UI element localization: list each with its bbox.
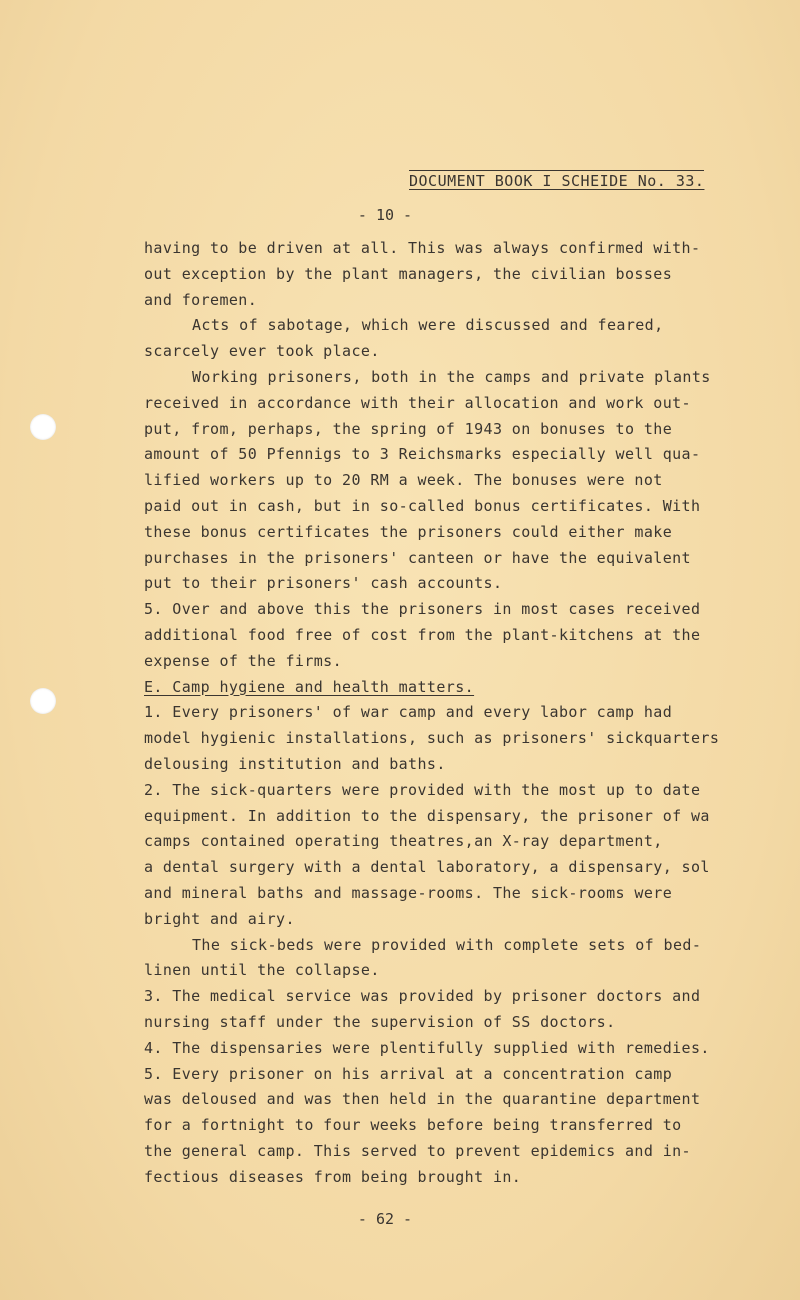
text-line: 4. The dispensaries were plentifully supplied with remedies. <box>144 1038 710 1057</box>
text-line: lified workers up to 20 RM a week. The bonuses were not <box>144 471 663 490</box>
text-line: Acts of sabotage, which were discussed and feared, <box>192 316 664 335</box>
text-line: having to be driven at all. This was always confirmed with- <box>144 239 701 257</box>
text-line: The sick-beds were provided with complete sets of bed- <box>192 935 702 954</box>
text-line: and foremen. <box>144 290 258 309</box>
text-line: nursing staff under the supervision of SS doctors. <box>144 1012 616 1031</box>
text-line: out exception by the plant managers, the civilian bosses <box>144 264 673 283</box>
text-line: was deloused and was then held in the quarantine department <box>144 1090 701 1109</box>
text-line: delousing institution and baths. <box>144 754 446 773</box>
text-line: 1. Every prisoners' of war camp and every labor camp had <box>144 703 673 722</box>
text-line: paid out in cash, but in so-called bonus certificates. With <box>144 496 701 515</box>
text-line: purchases in the prisoners' canteen or have the equivalent <box>144 548 691 567</box>
section-heading: E. Camp hygiene and health matters. <box>144 677 475 696</box>
text-line: 3. The medical service was provided by prisoner doctors and <box>144 987 701 1006</box>
text-line: camps contained operating theatres,an X-ray department, <box>144 832 663 851</box>
punch-hole <box>30 688 56 714</box>
top-page-number: - 10 - <box>357 206 413 224</box>
punch-hole <box>30 414 56 440</box>
text-line: bright and airy. <box>144 909 295 928</box>
text-line: linen until the collapse. <box>144 961 380 980</box>
body-text <box>144 236 784 1190</box>
text-line: amount of 50 Pfennigs to 3 Reichsmarks especially well qua- <box>144 445 701 464</box>
text-line: additional food free of cost from the plant-kitchens at the <box>144 625 701 644</box>
text-line: for a fortnight to four weeks before being transferred to <box>144 1116 682 1135</box>
text-line: model hygienic installations, such as prisoners' sickquarters <box>144 729 720 748</box>
text-line: these bonus certificates the prisoners could either make <box>144 522 673 541</box>
text-line: 5. Over and above this the prisoners in most cases received <box>144 600 701 619</box>
text-line: 2. The sick-quarters were provided with the most up to date <box>144 780 701 799</box>
text-line: Working prisoners, both in the camps and private plants <box>192 367 711 386</box>
text-line: put, from, perhaps, the spring of 1943 on bonuses to the <box>144 419 673 438</box>
bottom-page-number: - 62 - <box>357 1210 413 1228</box>
text-line: expense of the firms. <box>144 651 343 670</box>
text-line: scarcely ever took place. <box>144 342 380 361</box>
text-line: 5. Every prisoner on his arrival at a concentration camp <box>144 1064 673 1083</box>
text-line: and mineral baths and massage-rooms. The sick-rooms were <box>144 883 673 902</box>
text-line: a dental surgery with a dental laboratory, a dispensary, sol <box>144 858 710 877</box>
text-line: received in accordance with their allocation and work out- <box>144 393 691 412</box>
document-reference: DOCUMENT BOOK I SCHEIDE No. 33. <box>409 172 705 190</box>
text-line: equipment. In addition to the dispensary, the prisoner of wa <box>144 806 710 825</box>
text-line: put to their prisoners' cash accounts. <box>144 574 503 593</box>
text-line: fectious diseases from being brought in. <box>144 1167 522 1186</box>
text-line: the general camp. This served to prevent epidemics and in- <box>144 1141 691 1160</box>
